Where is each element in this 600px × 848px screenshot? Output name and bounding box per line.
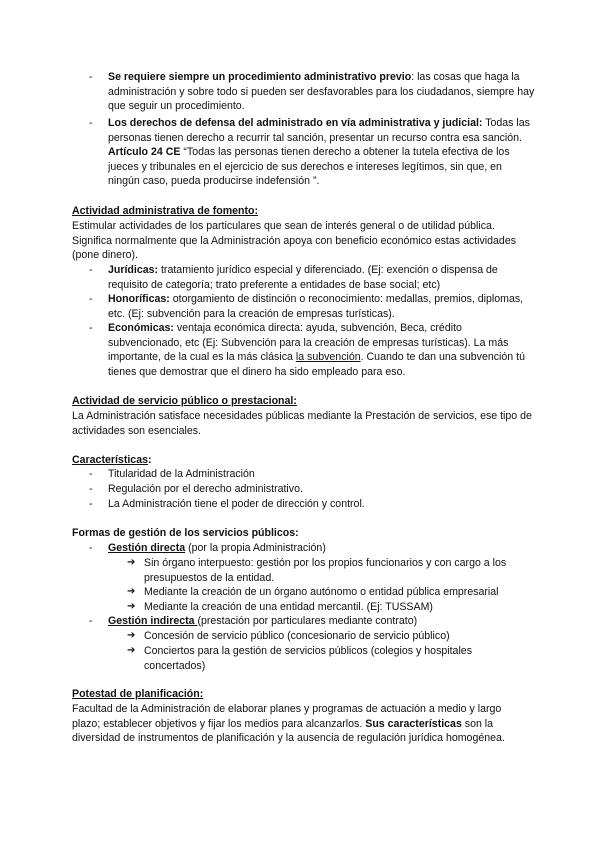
list-item [127, 585, 536, 600]
bullet-text: : las cosas que haga la administración y sobre todo si pueden ser desfavorables para los ciudadanos, siempre hay que seguir un procedimiento. [108, 71, 535, 113]
bullet-text: . Cuando te dan una subvención tú tienes que demostrar que el dinero ha sido empleado para eso. [108, 351, 525, 378]
bullet-text: ventaja económica directa: ayuda, subvención, Beca, crédito subvencionado, etc (Ej: Subvención para la creación de empresas turísticas). La más importante, de la cual es la más clásica [108, 322, 509, 364]
list-item [89, 292, 536, 321]
sub-item-text: Sin órgano interpuesto: gestión por los propios funcionarios y con cargo a los presupuestos de la entidad. [144, 557, 507, 584]
bullet-bold: Los derechos de defensa del administrado en vía administrativa y judicial: [108, 117, 483, 129]
section-heading-formas [72, 526, 532, 541]
sub-item-text: Mediante la creación de un órgano autónomo o entidad pública empresarial [144, 586, 499, 598]
sub-item-text: Conciertos para la gestión de servicios públicos (colegios y hospitales concertados) [144, 645, 472, 672]
bullet-dash: - [89, 322, 93, 334]
planificacion-text: son la diversidad de instrumentos de planificación y la ausencia de regulación jurídica homogénea. [72, 717, 505, 745]
bullet-bold: Se requiere siempre un procedimiento administrativo previo [108, 71, 412, 83]
list-item [89, 482, 536, 497]
bullet-text: Regulación por el derecho administrativo. [108, 483, 303, 495]
bullet-text: tratamiento jurídico especial y diferenciado. (Ej: exención o dispensa de requisito de categoría; trato preferente a entidades de base social; etc) [108, 264, 498, 291]
list-item [89, 263, 536, 292]
bullet-text: Todas las personas tienen derecho a recurrir tal sanción, presentar un recurso contra esa sanción. [108, 117, 530, 144]
arrow-right-icon: ➔ [127, 645, 136, 656]
bullet-dash: - [89, 498, 93, 510]
bullet-dash: - [89, 615, 93, 627]
bullet-dash: - [89, 293, 93, 305]
bullet-dash: - [89, 71, 93, 83]
bullet-bold: Jurídicas: [108, 264, 159, 276]
caracteristicas-title: Características [72, 454, 148, 466]
bullet-text: Titularidad de la Administración [108, 468, 255, 480]
arrow-right-icon: ➔ [127, 630, 136, 641]
planificacion-paragraph [72, 702, 532, 746]
section-heading-planificacion: Potestad de planificación: [72, 688, 204, 700]
bullet-text: La Administración tiene el poder de dirección y control. [108, 498, 365, 510]
list-item [127, 556, 536, 585]
servicio-paragraph: La Administración satisface necesidades públicas mediante la Prestación de servicios, ese tipo de actividades son esenciales. [72, 410, 532, 437]
list-item [89, 541, 536, 556]
planificacion-text: Facultad de la Administración de elaborar planes y programas de actuación a medio y largo plazo; establecer objetivos y fijar los medios para alcanzarlos. [72, 703, 502, 730]
section-heading-servicio: Actividad de servicio público o prestacional: [72, 395, 297, 407]
list-item [89, 321, 536, 379]
bullet-dash: - [89, 483, 93, 495]
planificacion-bold: Sus características [365, 717, 462, 730]
list-item [127, 644, 536, 673]
article-ref: Artículo 24 CE [108, 146, 181, 159]
arrow-right-icon: ➔ [127, 601, 136, 612]
underlined-term: la subvención [295, 351, 361, 364]
bullet-bold: Económicas: [108, 322, 174, 334]
arrow-right-icon: ➔ [127, 557, 136, 568]
sub-item-text: Concesión de servicio público (concesionario de servicio público) [144, 630, 450, 642]
list-item [89, 70, 536, 114]
caracteristicas-colon: : [147, 454, 152, 466]
formas-title: Formas de gestión de los servicios públicos: [72, 527, 299, 539]
bullet-dash: - [89, 264, 93, 276]
list-item [127, 600, 536, 615]
bullet-bold: Honoríficas: [108, 293, 170, 305]
list-item [89, 116, 536, 189]
list-item [89, 467, 536, 482]
list-item [89, 497, 536, 512]
gestion-directa-label: Gestión directa [108, 542, 186, 554]
list-item [127, 629, 536, 644]
section-heading-caracteristicas [72, 453, 532, 468]
bullet-text: otorgamiento de distinción o reconocimiento: medallas, premios, diplomas, etc. (Ej: subvención para la creación de empresas turísticas). [108, 293, 524, 320]
fomento-paragraph: Estimular actividades de los particulares que sean de interés general o de utilidad pública. Significa normalmente que la Administración apoya con beneficio económico estas actividades (pone dinero). [72, 220, 517, 262]
list-item [89, 614, 536, 629]
gestion-directa-note: (por la propia Administración) [185, 542, 326, 554]
bullet-dash: - [89, 468, 93, 480]
gestion-indirecta-label: Gestión indirecta [108, 615, 198, 627]
bullet-dash: - [89, 542, 93, 554]
bullet-text: “Todas las personas tienen derecho a obtener la tutela efectiva de los jueces y tribunales en el ejercicio de sus derechos e intereses legítimos, sin que, en ningún caso, pueda producirse indefensión ”. [108, 146, 510, 188]
arrow-right-icon: ➔ [127, 586, 136, 597]
gestion-indirecta-note: (prestación por particulares mediante contrato) [197, 615, 418, 627]
bullet-dash: - [89, 117, 93, 129]
sub-item-text: Mediante la creación de una entidad mercantil. (Ej: TUSSAM) [144, 601, 433, 613]
section-heading-fomento: Actividad administrativa de fomento: [72, 205, 259, 217]
